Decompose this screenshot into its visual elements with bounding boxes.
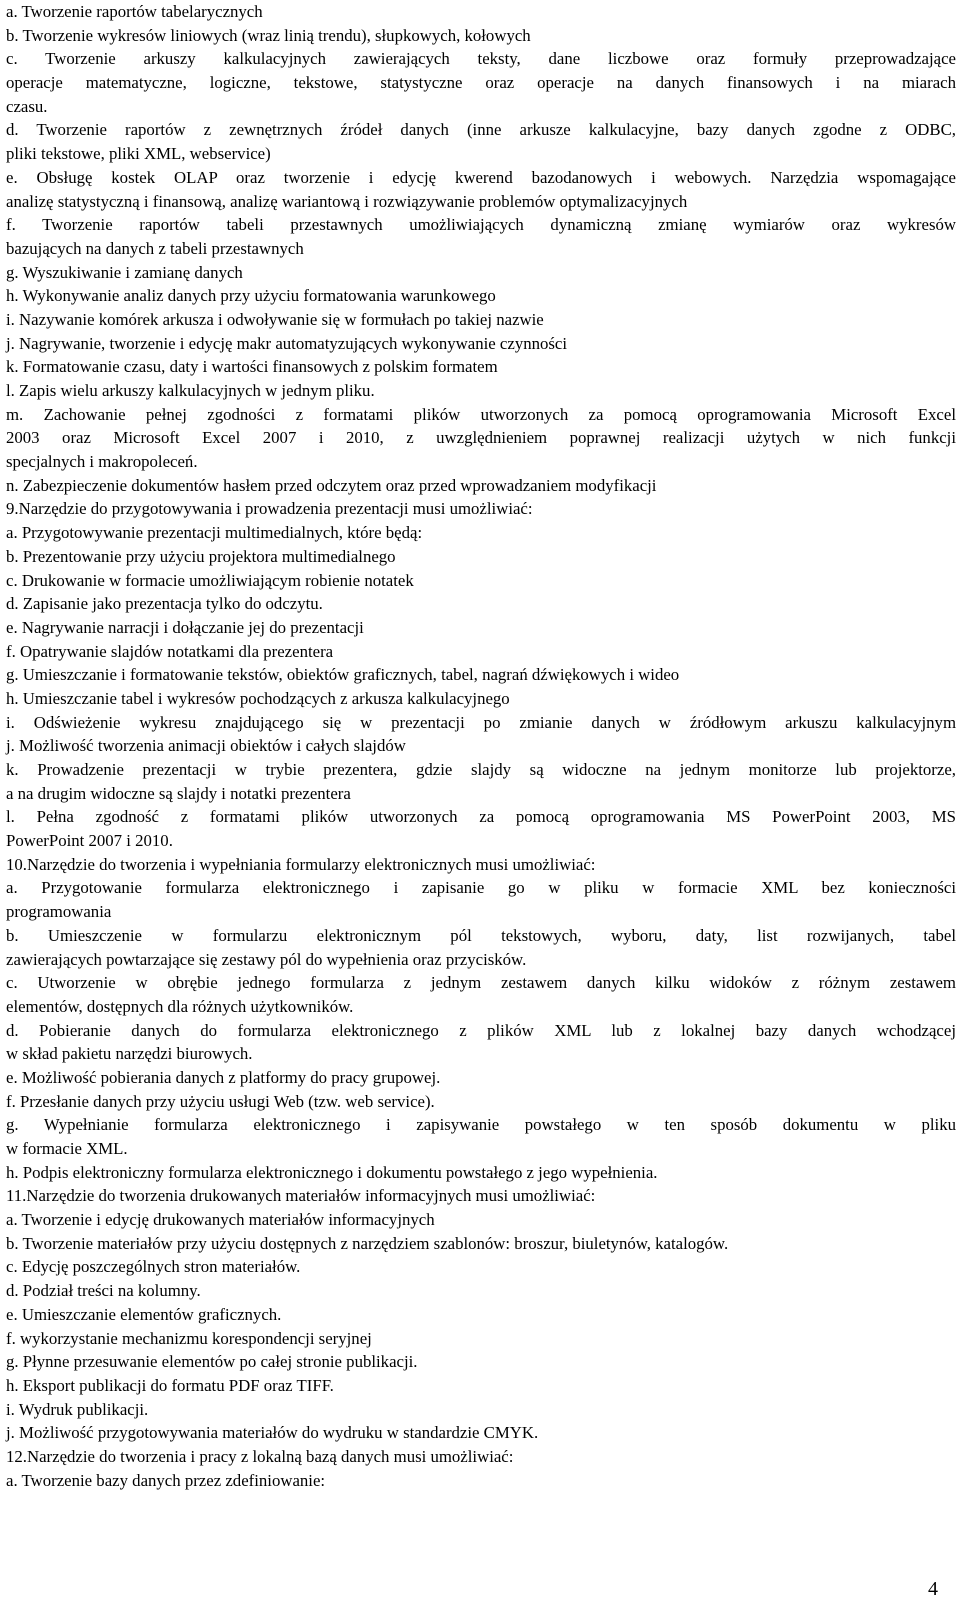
text-line: k. Formatowanie czasu, daty i wartości finansowych z polskim formatem bbox=[6, 357, 498, 377]
text-line: a. Tworzenie i edycję drukowanych materiałów informacyjnych bbox=[6, 1210, 435, 1230]
text-line: d. Podział treści na kolumny. bbox=[6, 1281, 201, 1301]
text-line: e. Możliwość pobierania danych z platformy do pracy grupowej. bbox=[6, 1067, 441, 1087]
text-line: b. Umieszczenie w formularzu elektronicznym pól tekstowych, wyboru, daty, list rozwijanych, tabel bbox=[6, 925, 956, 945]
text-line: j. Możliwość przygotowywania materiałów do wydruku w standardzie CMYK. bbox=[6, 1423, 539, 1443]
text-line: a. Tworzenie raportów tabelarycznych bbox=[6, 2, 263, 21]
text-line: j. Możliwość tworzenia animacji obiektów i całych slajdów bbox=[6, 736, 406, 756]
text-line: zawierających powtarzające się zestawy pól do wypełnienia oraz przycisków. bbox=[6, 949, 527, 969]
text-line: h. Umieszczanie tabel i wykresów pochodzących z arkusza kalkulacyjnego bbox=[6, 688, 510, 708]
text-line: c. Tworzenie arkuszy kalkulacyjnych zawierających teksty, dane liczbowe oraz formuły przeprowadzające bbox=[6, 49, 956, 69]
text-line: g. Wypełnianie formularza elektronicznego i zapisywanie powstałego w ten sposób dokumentu w pliku bbox=[6, 1115, 956, 1135]
text-line: a. Przygotowanie formularza elektronicznego i zapisanie go w pliku w formacie XML bez konieczności bbox=[6, 878, 956, 898]
text-line: n. Zabezpieczenie dokumentów hasłem przed odczytem oraz przed wprowadzaniem modyfikacji bbox=[6, 475, 657, 495]
document-body bbox=[6, 0, 956, 1492]
text-line: 11.Narzędzie do tworzenia drukowanych materiałów informacyjnych musi umożliwiać: bbox=[6, 1186, 596, 1206]
text-line: a. Tworzenie bazy danych przez zdefiniowanie: bbox=[6, 1470, 326, 1490]
text-line: bazujących na danych z tabeli przestawnych bbox=[6, 238, 304, 258]
text-line: b. Tworzenie wykresów liniowych (wraz linią trendu), słupkowych, kołowych bbox=[6, 25, 531, 45]
text-line: d. Pobieranie danych do formularza elektronicznego z plików XML lub z lokalnej bazy danych wchodzącej bbox=[6, 1020, 956, 1040]
text-line: 10.Narzędzie do tworzenia i wypełniania formularzy elektronicznych musi umożliwiać: bbox=[6, 854, 596, 874]
text-line: h. Eksport publikacji do formatu PDF oraz TIFF. bbox=[6, 1375, 334, 1395]
text-line: f. Przesłanie danych przy użyciu usługi Web (tzw. web service). bbox=[6, 1091, 435, 1111]
text-line: h. Wykonywanie analiz danych przy użyciu formatowania warunkowego bbox=[6, 286, 496, 306]
text-line: j. Nagrywanie, tworzenie i edycję makr automatyzujących wykonywanie czynności bbox=[6, 333, 568, 353]
text-line: e. Nagrywanie narracji i dołączanie jej do prezentacji bbox=[6, 617, 364, 637]
text-line: specjalnych i makropoleceń. bbox=[6, 452, 198, 472]
text-line: g. Umieszczanie i formatowanie tekstów, obiektów graficznych, tabel, nagrań dźwiękowych i wideo bbox=[6, 665, 680, 685]
text-line: f. Tworzenie raportów tabeli przestawnych umożliwiających dynamiczną zmianę wymiarów oraz wykresów bbox=[6, 215, 956, 235]
text-line: e. Obsługę kostek OLAP oraz tworzenie i edycję kwerend bazodanowych i webowych. Narzędzia wspomagające bbox=[6, 167, 956, 187]
text-line: operacje matematyczne, logiczne, tekstowe, statystyczne oraz operacje na danych finansowych i na miarach bbox=[6, 73, 956, 93]
text-line: analizę statystyczną i finansową, analizę wariantową i rozwiązywanie problemów optymalizacyjnych bbox=[6, 191, 688, 211]
text-line: d. Zapisanie jako prezentacja tylko do odczytu. bbox=[6, 594, 323, 614]
text-line: programowania bbox=[6, 902, 112, 922]
text-line: i. Odświeżenie wykresu znajdującego się w prezentacji po zmianie danych w źródłowym arkuszu kalkulacyjnym bbox=[6, 712, 956, 732]
text-line: l. Pełna zgodność z formatami plików utworzonych za pomocą oprogramowania MS PowerPoint 2003, MS bbox=[6, 807, 956, 827]
text-line: l. Zapis wielu arkuszy kalkulacyjnych w jednym pliku. bbox=[6, 381, 375, 400]
text-line: w skład pakietu narzędzi biurowych. bbox=[6, 1044, 253, 1064]
text-line: g. Wyszukiwanie i zamianę danych bbox=[6, 262, 243, 282]
text-line: elementów, dostępnych dla różnych użytkowników. bbox=[6, 996, 354, 1016]
text-line: 9.Narzędzie do przygotowywania i prowadzenia prezentacji musi umożliwiać: bbox=[6, 499, 533, 519]
text-line: czasu. bbox=[6, 96, 48, 116]
text-line: d. Tworzenie raportów z zewnętrznych źródeł danych (inne arkusze kalkulacyjne, bazy danych zgodne z ODBC, bbox=[6, 120, 956, 140]
text-line: f. wykorzystanie mechanizmu korespondencji seryjnej bbox=[6, 1328, 372, 1348]
text-line: PowerPoint 2007 i 2010. bbox=[6, 831, 173, 851]
text-line: e. Umieszczanie elementów graficznych. bbox=[6, 1304, 282, 1324]
text-line: b. Prezentowanie przy użyciu projektora multimedialnego bbox=[6, 546, 396, 566]
text-line: g. Płynne przesuwanie elementów po całej stronie publikacji. bbox=[6, 1352, 418, 1372]
text-line: a. Przygotowywanie prezentacji multimedialnych, które będą: bbox=[6, 523, 423, 543]
text-line: f. Opatrywanie slajdów notatkami dla prezentera bbox=[6, 641, 334, 661]
text-line: w formacie XML. bbox=[6, 1139, 128, 1158]
text-line: pliki tekstowe, pliki XML, webservice) bbox=[6, 144, 271, 164]
text-line: h. Podpis elektroniczny formularza elektronicznego i dokumentu powstałego z jego wypełnienia. bbox=[6, 1162, 658, 1182]
text-line: c. Edycję poszczególnych stron materiałów. bbox=[6, 1257, 301, 1277]
text-line: m. Zachowanie pełnej zgodności z formatami plików utworzonych za pomocą oprogramowania Microsoft Excel bbox=[6, 404, 956, 424]
text-line: 2003 oraz Microsoft Excel 2007 i 2010, z uwzględnieniem poprawnej realizacji użytych w nich funkcji bbox=[6, 428, 956, 448]
text-line: k. Prowadzenie prezentacji w trybie prezentera, gdzie slajdy są widoczne na jednym monitorze lub projektorze, bbox=[6, 760, 956, 779]
text-line: c. Utworzenie w obrębie jednego formularza z jednym zestawem danych kilku widoków z różnym zestawem bbox=[6, 973, 956, 993]
page-number: 4 bbox=[928, 1578, 938, 1600]
text-line: i. Wydruk publikacji. bbox=[6, 1399, 149, 1419]
text-line: a na drugim widoczne są slajdy i notatki prezentera bbox=[6, 783, 351, 803]
text-line: 12.Narzędzie do tworzenia i pracy z lokalną bazą danych musi umożliwiać: bbox=[6, 1446, 514, 1466]
text-line: c. Drukowanie w formacie umożliwiającym robienie notatek bbox=[6, 570, 414, 590]
text-line: i. Nazywanie komórek arkusza i odwoływanie się w formułach po takiej nazwie bbox=[6, 309, 544, 329]
text-line: b. Tworzenie materiałów przy użyciu dostępnych z narzędziem szablonów: broszur, biuletynów, katalogów. bbox=[6, 1233, 729, 1253]
